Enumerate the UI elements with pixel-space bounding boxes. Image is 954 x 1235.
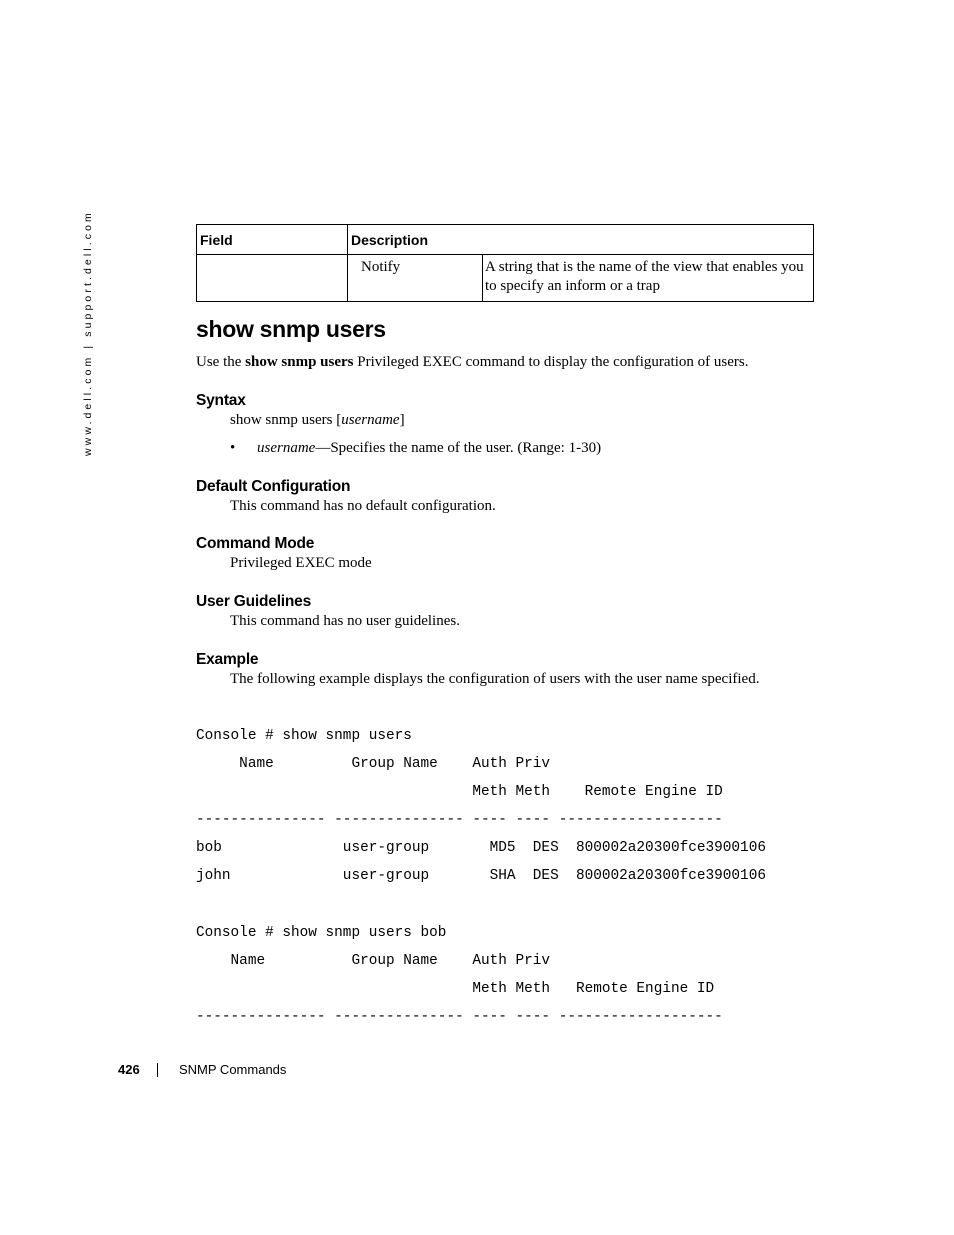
footer-divider — [157, 1063, 158, 1077]
example-text: The following example displays the configuration of users with the user name specified. — [230, 671, 760, 687]
syntax-command: show snmp users — [230, 412, 333, 428]
page-number: 426 — [118, 1062, 140, 1077]
field-table — [196, 224, 814, 302]
footer-section: SNMP Commands — [179, 1062, 287, 1077]
syntax-bracket-close: ] — [399, 412, 405, 428]
bullet-dot: • — [230, 440, 236, 456]
cell-subfield: Notify — [348, 255, 483, 302]
default-config-heading: Default Configuration — [196, 478, 351, 495]
example-code-1: Console # show snmp users Name Group Name Auth Priv Meth Meth Remote Engine ID --------------- --------------- ---- ---- ------------------- bob user-group MD5 DES 800002a20300fce3900106 john user-group SHA DES 800002a20300fce3900106 — [196, 728, 766, 884]
user-guidelines-heading: User Guidelines — [196, 593, 312, 610]
param-name: username — [257, 440, 316, 456]
intro-command: show snmp users — [245, 354, 354, 370]
param-bullet — [257, 440, 601, 457]
cell-description: A string that is the name of the view that enables you to specify an inform or a trap — [483, 255, 814, 302]
intro-pre: Use the — [196, 354, 246, 370]
command-mode-heading: Command Mode — [196, 535, 315, 552]
intro-paragraph — [196, 354, 748, 371]
side-url: www.dell.com | support.dell.com — [82, 210, 94, 456]
example-code-2: Console # show snmp users bob Name Group Name Auth Priv Meth Meth Remote Engine ID --------------- --------------- ---- ---- ------------------- — [196, 925, 723, 1025]
syntax-line — [230, 412, 405, 429]
header-description: Description — [348, 225, 814, 255]
header-field: Field — [197, 225, 348, 255]
user-guidelines-text: This command has no user guidelines. — [230, 613, 460, 629]
intro-post: Privileged EXEC command to display the configuration of users. — [353, 354, 749, 370]
syntax-heading: Syntax — [196, 392, 246, 409]
example-heading: Example — [196, 651, 259, 668]
page-title: show snmp users — [196, 316, 386, 342]
syntax-arg: username — [341, 412, 400, 428]
cell-field — [197, 255, 348, 302]
table-row — [197, 255, 814, 302]
table-header-row — [197, 225, 814, 255]
syntax-bracket-open: [ — [332, 412, 342, 428]
command-mode-text: Privileged EXEC mode — [230, 555, 372, 571]
param-description: —Specifies the name of the user. (Range: 1-30) — [315, 440, 602, 456]
default-config-text: This command has no default configuration. — [230, 498, 496, 514]
